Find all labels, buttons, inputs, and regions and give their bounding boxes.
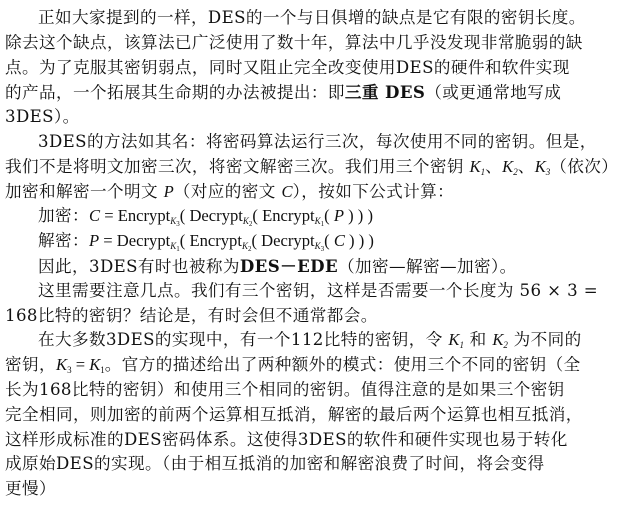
key-k2: $K_2$ [502,156,518,177]
text-line: 3DES）。 [5,107,80,127]
var-p: P [163,181,174,201]
text-line: 这里需要注意几点。我们有三个密钥，这样是否需要一个长度为 56 × 3 = [38,280,599,300]
text-line: 我们不是将明文加密三次，将密文解密三次。我们用三个密钥 $K_1$、$K_2$、$K_3$（依次） [5,156,618,177]
text-line: 点。为了克服其密钥弱点，同时又阻止完全改变使用DES的硬件和软件实现 [5,57,570,77]
formula-encrypt: 加密：C = Encrypt$_{K_3}$( Decrypt$_{K_2}$( Encrypt$_{K_1}$( P ) ) ) [38,206,374,229]
text-line: 除去这个缺点，该算法已广泛使用了数十年，算法中几乎没发现非常脆弱的缺 [5,32,583,52]
text-line: 长为168比特的密钥）和使用三个相同的密钥。值得注意的是如果三个密钥 [5,379,565,399]
key-k3: $K_3$ [534,156,551,177]
text-line: 更慢） [5,479,56,499]
text-line: 168比特的密钥？结论是，有时会但不通常都会。 [5,305,378,325]
text-line: 3DES的方法如其名：将密码算法运行三次，每次使用不同的密钥。但是， [38,131,597,151]
text-line: 加密和解密一个明文 P（对应的密文 C），按如下公式计算： [5,181,455,201]
text-line: 正如大家提到的一样，DES的一个与日俱增的缺点是它有限的密钥长度。 [38,8,586,27]
bold-term: 三重 DES [344,82,426,103]
bold-term: DES－EDE [239,255,338,276]
text-line: 因此，3DES有时也被称为DES－EDE（加密—解密—加密）。 [38,255,517,276]
text-line: 完全相同，则加密的前两个运算相互抵消，解密的最后两个运算也相互抵消， [5,404,583,424]
formula-decrypt: 解密：P = Decrypt$_{K_1}$( Encrypt$_{K_2}$( Decrypt$_{K_3}$( C ) ) ) [38,231,374,254]
text-line: 这样形成标准的DES密码体系。这使得3DES的软件和硬件实现也易于转化 [5,429,568,449]
text-line: 在大多数3DES的实现中，有一个112比特的密钥，令 $K_1$ 和 $K_2$ 为不同的 [38,330,582,351]
var-c: C [281,181,293,201]
text-line: 的产品，一个拓展其生命期的办法被提出：即三重 DES（或更通常地写成 [5,82,562,103]
key-k1: $K_1$ [469,156,486,177]
text-line: 成原始DES的实现。（由于相互抵消的加密和解密浪费了时间，将会变得 [5,454,545,474]
text-line: 密钥，$K_3 = K_1$。官方的描述给出了两种额外的模式：使用三个不同的密钥（全 [5,355,581,376]
